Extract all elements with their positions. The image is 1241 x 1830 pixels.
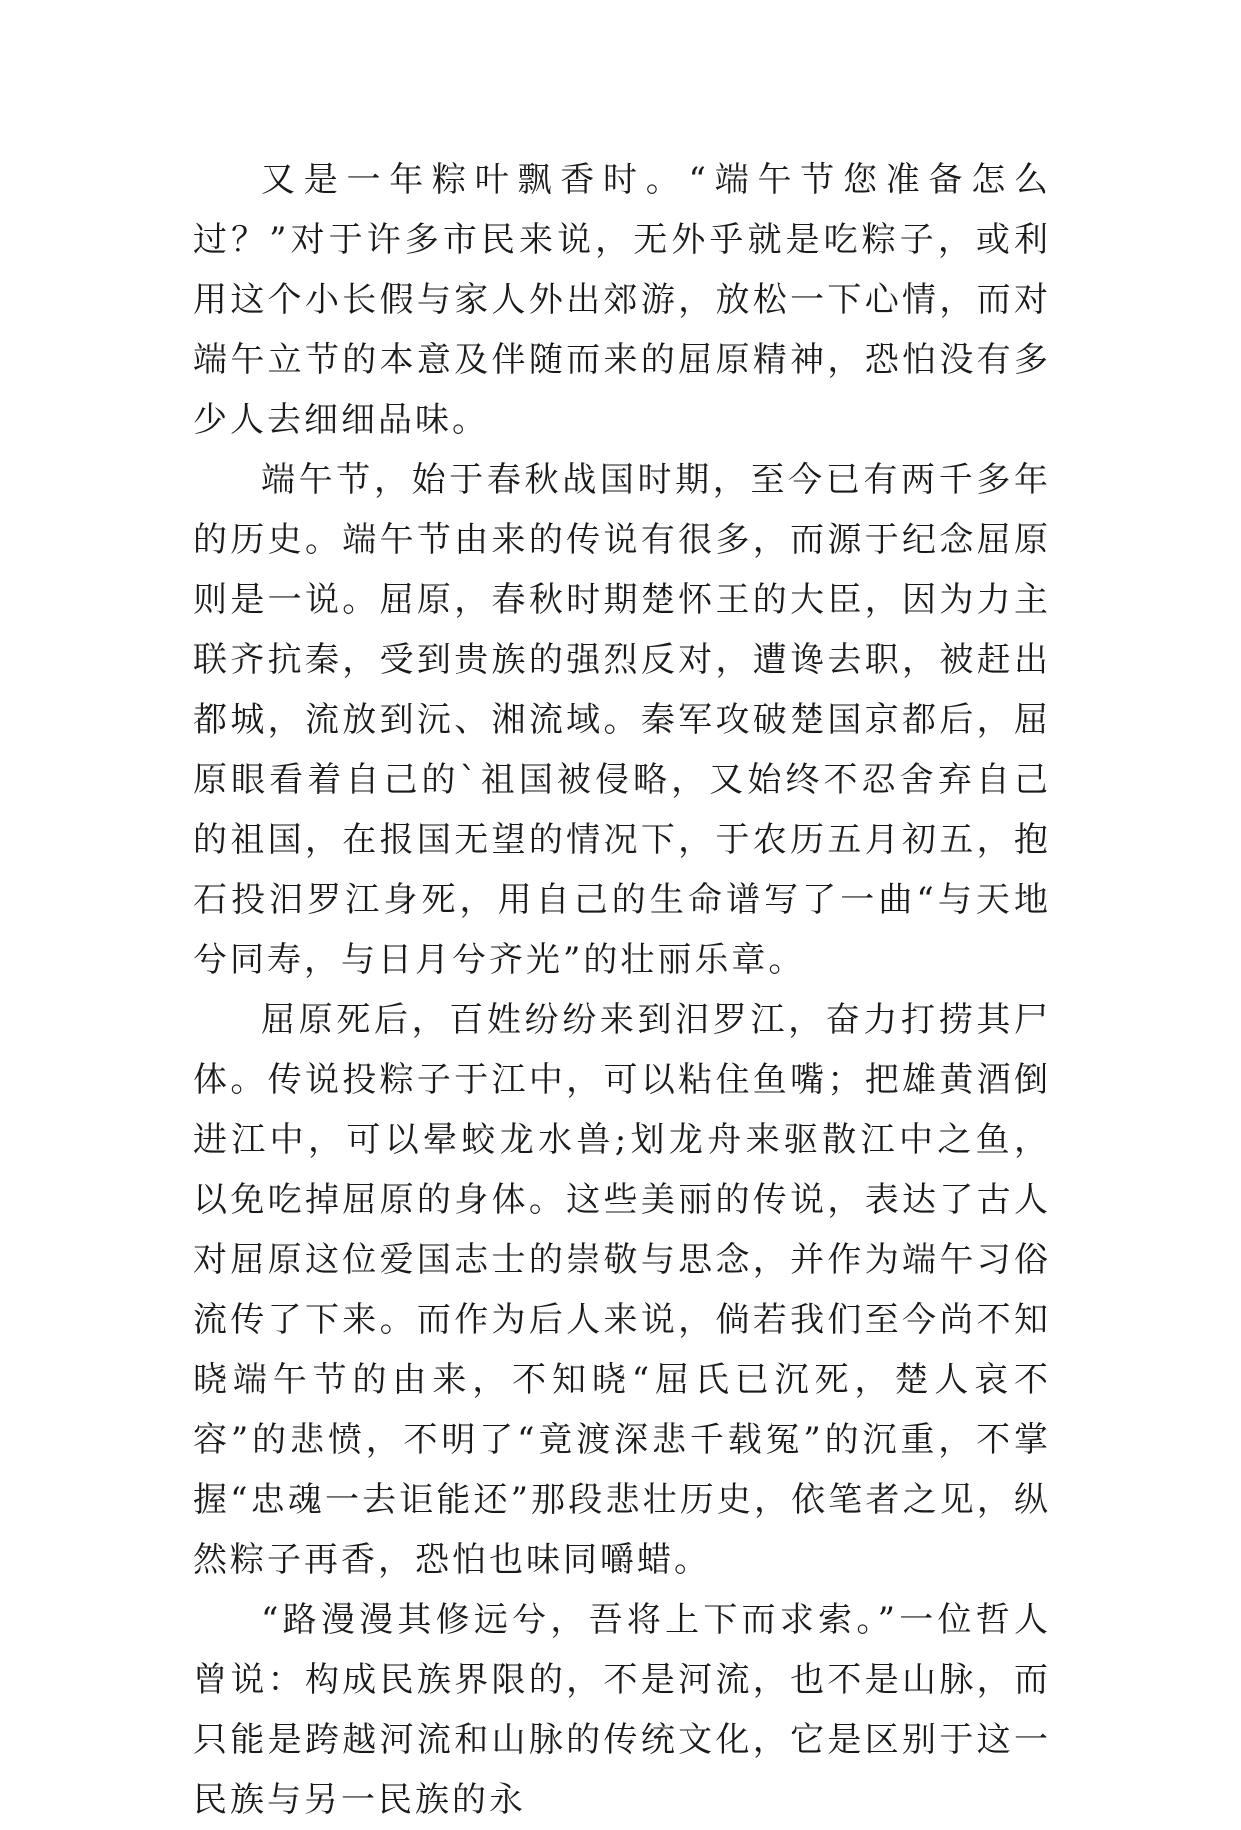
paragraph-2: 端午节，始于春秋战国时期，至今已有两千多年的历史。端午节由来的传说有很多，而源于纪念屈原则是一说。屈原，春秋时期楚怀王的大臣，因为力主联齐抗秦，受到贵族的强烈反对，遭谗去职，被赶出都城，流放到沅、湘流域。秦军攻破楚国京都后，屈原眼看着自己的`祖国被侵略，又始终不忍舍弃自己的祖国，在报国无望的情况下，于农历五月初五，抱石投汨罗江身死，用自己的生命谱写了一曲“与天地兮同寿，与日月兮齐光”的壮丽乐章。: [193, 460, 1051, 980]
paragraph-3: 屈原死后，百姓纷纷来到汨罗江，奋力打捞其尸体。传说投粽子于江中，可以粘住鱼嘴；把雄黄酒倒进江中，可以晕蛟龙水兽;划龙舟来驱散江中之鱼，以免吃掉屈原的身体。这些美丽的传说，表达了古人对屈原这位爱国志士的崇敬与思念，并作为端午习俗流传了下来。而作为后人来说，倘若我们至今尚不知晓端午节的由来，不知晓“屈氏已沉死，楚人哀不容”的悲愤，不明了“竟渡深悲千载冤”的沉重，不掌握“忠魂一去讵能还”那段悲壮历史，依笔者之见，纵然粽子再香，恐怕也味同嚼蜡。: [193, 1000, 1051, 1580]
paragraph-4: “路漫漫其修远兮，吾将上下而求索。”一位哲人曾说：构成民族界限的，不是河流，也不是山脉，而只能是跨越河流和山脉的传统文化，它是区别于这一民族与另一民族的永: [193, 1600, 1051, 1820]
paragraph-1: 又是一年粽叶飘香时。“端午节您准备怎么过？”对于许多市民来说，无外乎就是吃粽子，或利用这个小长假与家人外出郊游，放松一下心情，而对端午立节的本意及伴随而来的屈原精神，恐怕没有多少人去细细品味。: [193, 160, 1051, 440]
document-body: [193, 150, 1051, 1830]
